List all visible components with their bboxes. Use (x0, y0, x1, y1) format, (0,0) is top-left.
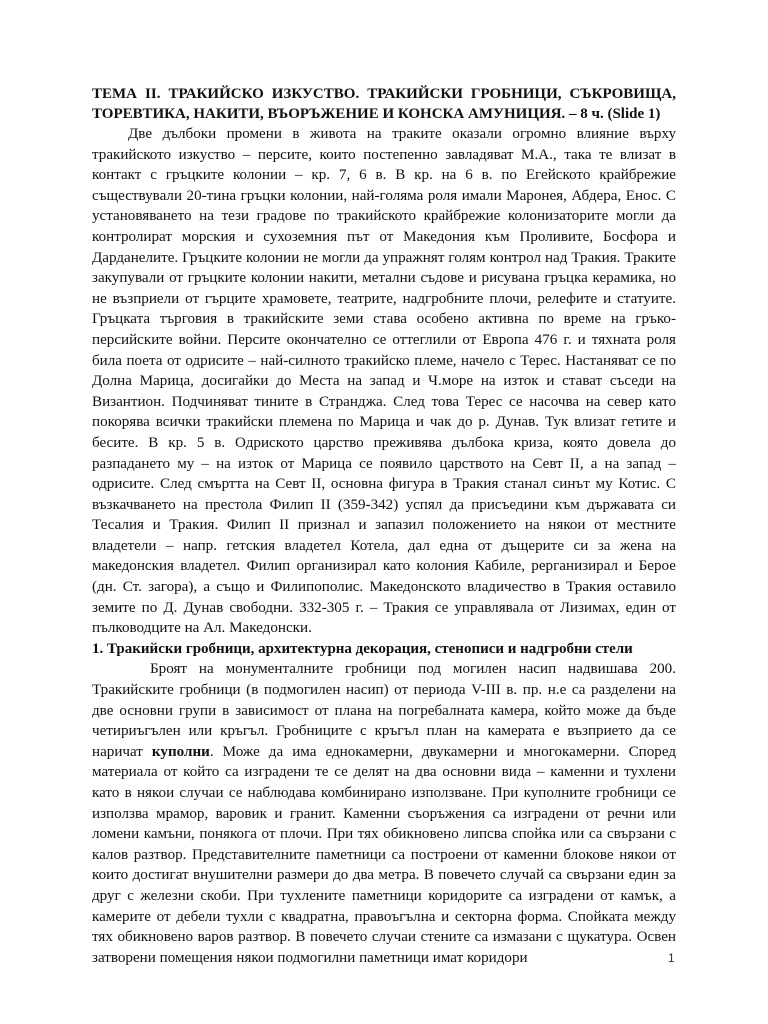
document-title: ТЕМА II. ТРАКИЙСКО ИЗКУСТВО. ТРАКИЙСКИ ГРОБНИЦИ, СЪКРОВИЩА, ТОРЕВТИКА, НАКИТИ, ВЪОРЪЖЕНИЕ И КОНСКА АМУНИЦИЯ. – 8 ч. (Slide 1) (92, 86, 676, 122)
page-number: 1 (668, 951, 675, 965)
paragraph-tombs (92, 659, 676, 968)
term-kupolni: куполни (151, 743, 210, 760)
paragraph-tombs-text-1: Броят на монументалните гробници под могилен насип надвишава 200. Тракийските гробници (в подмогилен насип) от периода V-III в. пр. н.е са разделени на две основни групи в зависимост от плана на погребалната камера, който може да бъде четириъгълен или кръгъл. Гробниците с кръгъл план на камерата е възприето да се наричат (92, 661, 676, 760)
document-page (92, 84, 676, 968)
paragraph-history: Две дълбоки промени в живота на траките оказали огромно влияние върху тракийското изкуство – персите, които постепенно завладяват М.А., така те влизат в контакт с гръцките колонии – кр. 7, 6 в. В кр. на 6 в. по Егейското крайбрежие съществували 20-тина гръцки колонии, най-голяма роля имали Маронея, Абдера, Енос. С установяването на тези градове по тракийското крайбрежие колонизаторите могли да контролират морския и сухоземния път от Македония към Проливите, Босфора и Дарданелите. Гръцките колонии не могли да упражнят голям контрол над Тракия. Траките закупували от гръцките колонии накити, метални съдове и рисувана гръцка керамика, но не възприели от гърците храмовете, театрите, надгробните плочи, релефите и статуите. Гръцката търговия в тракийските земи става особено активна по време на гръко-персийските войни. Персите окончателно се оттеглили от Европа 476 г. и тяхната роля била поета от одрисите – най-силното тракийско племе, начело с Терес. Настаняват се по Долна Марица, досигайки до Места на запад и Ч.море на изток и стават съседи на Византион. Подчиняват тините в Странджа. След това Терес се насочва на север като покорява всички тракийски племена по Марица и чак до р. Дунав. Тук влизат гетите и бесите. В кр. 5 в. Одриското царство преживява дълбока криза, която довела до разпадането му – на изток от Марица се появило царството на Севт II, а на запад – одрисите. След смъртта на Севт II, основна фигура в Тракия станал синът му Котис. С възкачването на престола Филип II (359-342) успял да присъедини към държавата си Тесалия и Тракия. Филип II признал и запазил положението на някои от местните владетели – напр. гетския владетел Котела, дал една от дъщерите си за жена на македонския владетел. Филип организирал като колония Кабиле, рерганизирал и Берое (дн. Ст. загора), а също и Филипополис. Македонското владичество в Тракия оставило земите по Д. Дунав свободни. 332-305 г. – Тракия се управлявала от Лизимах, един от пълководците на Ал. Македонски. (92, 126, 676, 637)
section-heading-tombs: 1. Тракийски гробници, архитектурна декорация, стенописи и надгробни стели (92, 640, 633, 657)
paragraph-tombs-text-2: . Може да има еднокамерни, двукамерни и многокамерни. Според материала от който са изградени те се делят на два основни вида – каменни и тухлени като в някои случаи се наблюдава комбинирано използване. При куполните гробници се използва мрамор, варовик и гранит. Каменни съоръжения са изградени от речни или ломени камъни, понякога от плочи. При тях обикновено липсва спойка или са свързани с калов разтвор. Представителните паметници са построени от каменни блокове някои от които достигат внушителни размери до два метра. В повечето случай са свързани един за друг с железни скоби. При тухлените паметници коридорите са изградени от камък, а камерите от дебели тухли с квадратна, правоъгълна и секторна форма. Спойката между тях обикновено варов разтвор. В повечето случаи стените са измазани с щукатура. Освен затворени помещения някои подмогилни паметници имат коридори (92, 743, 677, 966)
